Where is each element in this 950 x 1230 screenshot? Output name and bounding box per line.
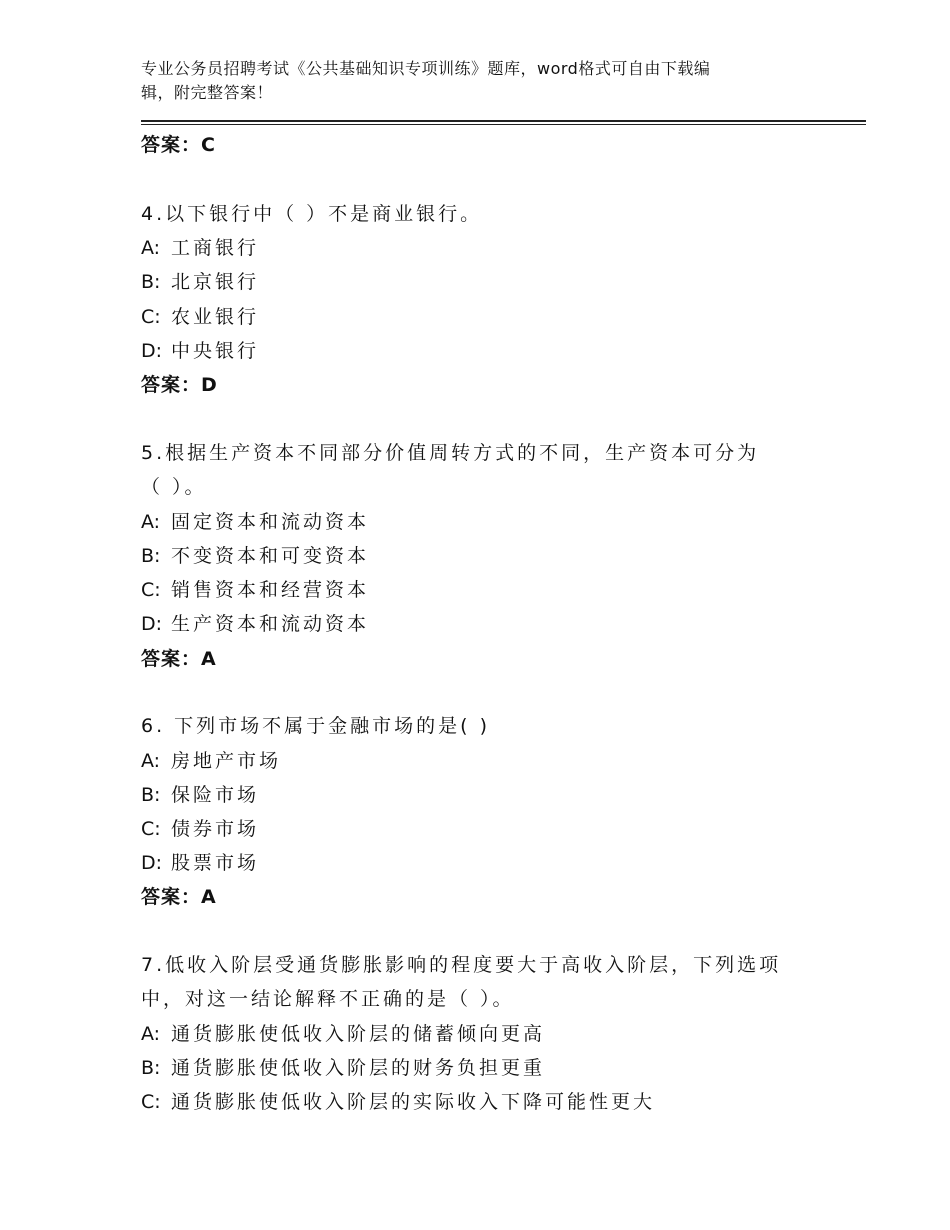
question-5-option-a bbox=[141, 507, 369, 534]
option-text: 通货膨胀使低收入阶层的储蓄倾向更高 bbox=[171, 1023, 546, 1045]
question-7-stem-2: 中，对这一结论解释不正确的是（ ）。 bbox=[141, 988, 515, 1010]
option-key: B: bbox=[141, 1057, 161, 1079]
option-text: 保险市场 bbox=[171, 784, 260, 806]
question-6-stem: 6. 下列市场不属于金融市场的是( ) bbox=[141, 715, 491, 737]
header-divider-thin bbox=[141, 124, 866, 125]
question-4-option-a bbox=[141, 233, 259, 260]
question-4-option-b bbox=[141, 267, 259, 294]
option-key: C: bbox=[141, 1091, 161, 1113]
option-key: B: bbox=[141, 545, 161, 567]
option-text: 工商银行 bbox=[171, 237, 260, 259]
option-text: 北京银行 bbox=[171, 271, 260, 293]
option-key: A: bbox=[141, 1023, 161, 1045]
header-line-1: 专业公务员招聘考试《公共基础知识专项训练》题库，word格式可自由下载编 bbox=[141, 59, 711, 78]
question-7-option-c bbox=[141, 1087, 655, 1114]
option-key: D: bbox=[141, 852, 163, 874]
answer-q5: 答案：A bbox=[141, 648, 217, 670]
option-key: A: bbox=[141, 237, 161, 259]
question-6-option-d bbox=[141, 848, 259, 875]
question-4-stem: 4.以下银行中（ ）不是商业银行。 bbox=[141, 203, 483, 225]
option-key: D: bbox=[141, 340, 163, 362]
header-divider-thick bbox=[141, 120, 866, 122]
option-key: B: bbox=[141, 271, 161, 293]
option-key: A: bbox=[141, 511, 161, 533]
option-key: B: bbox=[141, 784, 161, 806]
option-text: 农业银行 bbox=[171, 306, 260, 328]
option-text: 生产资本和流动资本 bbox=[171, 613, 370, 635]
option-text: 固定资本和流动资本 bbox=[171, 511, 370, 533]
option-key: C: bbox=[141, 306, 161, 328]
option-text: 通货膨胀使低收入阶层的实际收入下降可能性更大 bbox=[171, 1091, 656, 1113]
option-text: 销售资本和经营资本 bbox=[171, 579, 370, 601]
option-text: 中央银行 bbox=[171, 340, 260, 362]
question-7-option-a bbox=[141, 1019, 545, 1046]
option-text: 债券市场 bbox=[171, 818, 260, 840]
option-key: C: bbox=[141, 579, 161, 601]
option-text: 不变资本和可变资本 bbox=[171, 545, 370, 567]
question-5-stem-2: （ ）。 bbox=[141, 476, 207, 498]
header-line-2: 辑，附完整答案！ bbox=[141, 83, 274, 102]
question-7-stem-1: 7.低收入阶层受通货膨胀影响的程度要大于高收入阶层，下列选项 bbox=[141, 954, 782, 976]
option-key: D: bbox=[141, 613, 163, 635]
question-4-option-d bbox=[141, 336, 259, 363]
answer-q6: 答案：A bbox=[141, 886, 217, 908]
option-key: A: bbox=[141, 750, 161, 772]
question-5-option-c bbox=[141, 575, 369, 602]
question-6-option-c bbox=[141, 814, 259, 841]
option-key: C: bbox=[141, 818, 161, 840]
question-7-option-b bbox=[141, 1053, 545, 1080]
option-text: 股票市场 bbox=[171, 852, 260, 874]
page-header bbox=[141, 57, 801, 105]
answer-q4: 答案：D bbox=[141, 374, 218, 396]
option-text: 通货膨胀使低收入阶层的财务负担更重 bbox=[171, 1057, 546, 1079]
question-5-option-b bbox=[141, 541, 369, 568]
question-6-option-a bbox=[141, 746, 281, 773]
question-5-stem-1: 5.根据生产资本不同部分价值周转方式的不同，生产资本可分为 bbox=[141, 442, 760, 464]
question-5-option-d bbox=[141, 609, 369, 636]
question-4-option-c bbox=[141, 302, 259, 329]
answer-q3: 答案：C bbox=[141, 134, 216, 156]
option-text: 房地产市场 bbox=[171, 750, 282, 772]
question-6-option-b bbox=[141, 780, 259, 807]
